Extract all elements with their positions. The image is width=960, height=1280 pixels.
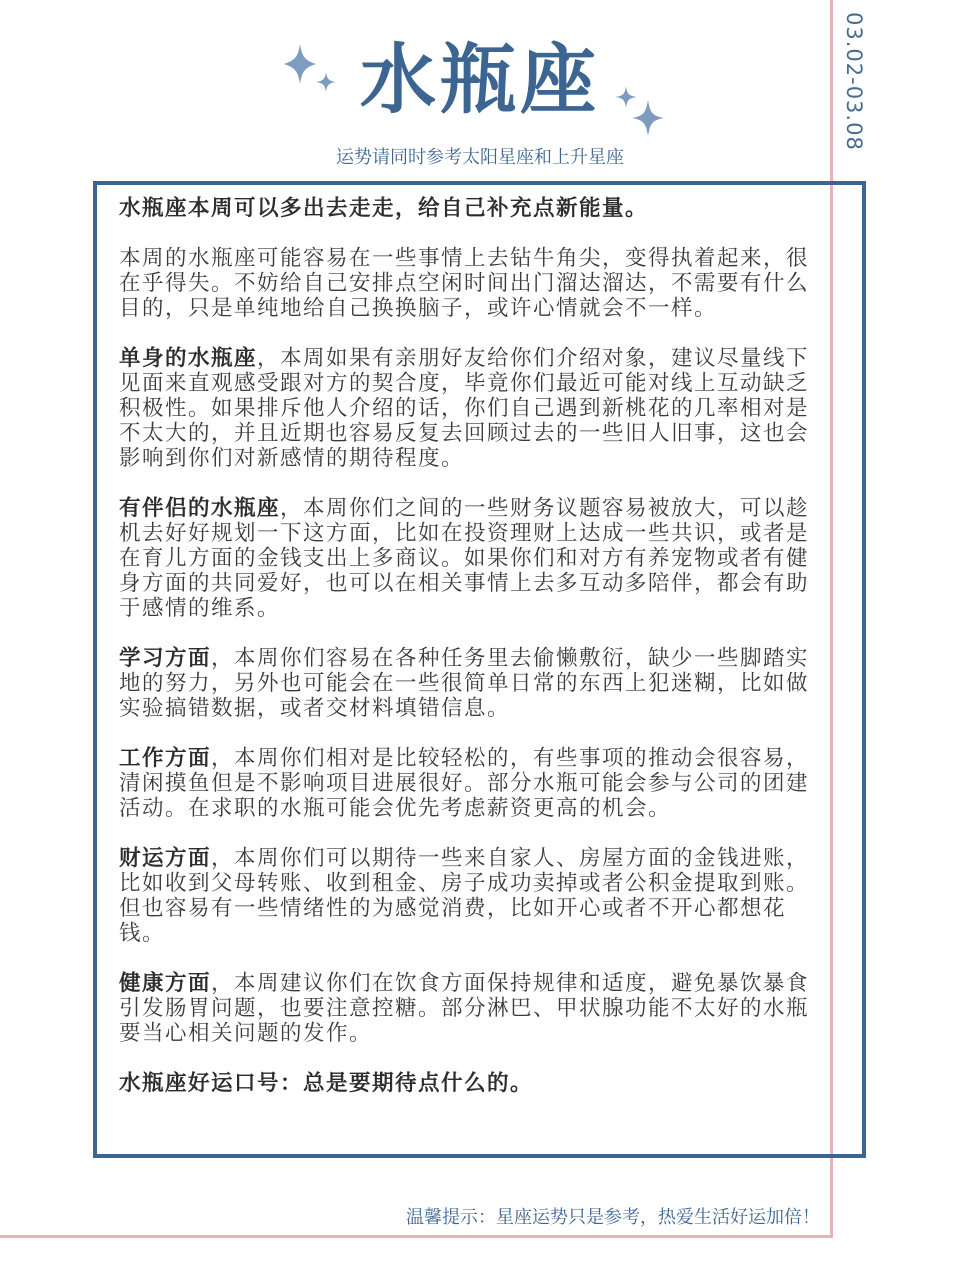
section-single [119,346,819,471]
section-health [119,971,819,1046]
subtitle: 运势请同时参考太阳星座和上升星座 [336,147,624,168]
section-work [119,746,819,821]
intro-text: 水瓶座本周可以多出去走走，给自己补充点新能量。 [119,196,649,221]
section-study [119,646,819,721]
pink-horizontal-line [0,1235,833,1238]
section-text: ，本周你们可以期待一些来自家人、房屋方面的金钱进账，比如收到父母转账、收到租金、房子成功卖掉或者公积金提取到账。但也容易有一些情绪性的为感觉消费，比如开心或者不开心都想花钱。 [119,846,810,946]
section-heading: 单身的水瓶座 [119,346,258,371]
slogan-text: 水瓶座好运口号：总是要期待点什么的。 [119,1071,534,1096]
section-heading: 学习方面 [119,646,212,671]
sparkle-right-icon [610,82,670,142]
section-text: ，本周建议你们在饮食方面保持规律和适度，避免暴饮暴食引发肠胃问题，也要注意控糖。部分淋巴、甲状腺功能不太好的水瓶要当心相关问题的发作。 [119,971,810,1046]
section-text: ，本周你们之间的一些财务议题容易被放大，可以趁机去好好规划一下这方面，比如在投资理财上达成一些共识，或者是在育儿方面的金钱支出上多商议。如果你们和对方有养宠物或者有健身方面的共同爱好，也可以在相关事情上去多互动多陪伴，都会有助于感情的维系。 [119,496,810,621]
section-heading: 财运方面 [119,846,212,871]
section-text: ，本周你们容易在各种任务里去偷懒敷衍，缺少一些脚踏实地的努力，另外也可能会在一些很简单日常的东西上犯迷糊，比如做实验搞错数据，或者交材料填错信息。 [119,646,810,721]
section-heading: 健康方面 [119,971,212,996]
section-text: ，本周如果有亲朋好友给你们介绍对象，建议尽量线下见面来直观感受跟对方的契合度，毕竟你们最近可能对线上互动缺乏积极性。如果排斥他人介绍的话，你们自己遇到新桃花的几率相对是不太大的，并且近期也容易反复去回顾过去的一些旧人旧事，这也会影响到你们对新感情的期待程度。 [119,346,810,471]
page-title: 水瓶座 [360,35,600,124]
footer-tip: 温馨提示：星座运势只是参考，热爱生活好运加倍！ [406,1207,820,1228]
overview-text: 本周的水瓶座可能容易在一些事情上去钻牛角尖，变得执着起来，很在乎得失。不妨给自己安排点空闲时间出门溜达溜达，不需要有什么目的，只是单纯地给自己换换脑子，或许心情就会不一样。 [119,246,810,321]
section-partner [119,496,819,621]
section-text: ，本周你们相对是比较轻松的，有些事项的推动会很容易，清闲摸鱼但是不影响项目进展很好。部分水瓶可能会参与公司的团建活动。在求职的水瓶可能会优先考虑薪资更高的机会。 [119,746,810,821]
date-range: 03.02-03.08 [842,12,866,151]
horoscope-content [119,196,819,1121]
section-heading: 有伴侣的水瓶座 [119,496,281,521]
section-money [119,846,819,946]
section-heading: 工作方面 [119,746,212,771]
